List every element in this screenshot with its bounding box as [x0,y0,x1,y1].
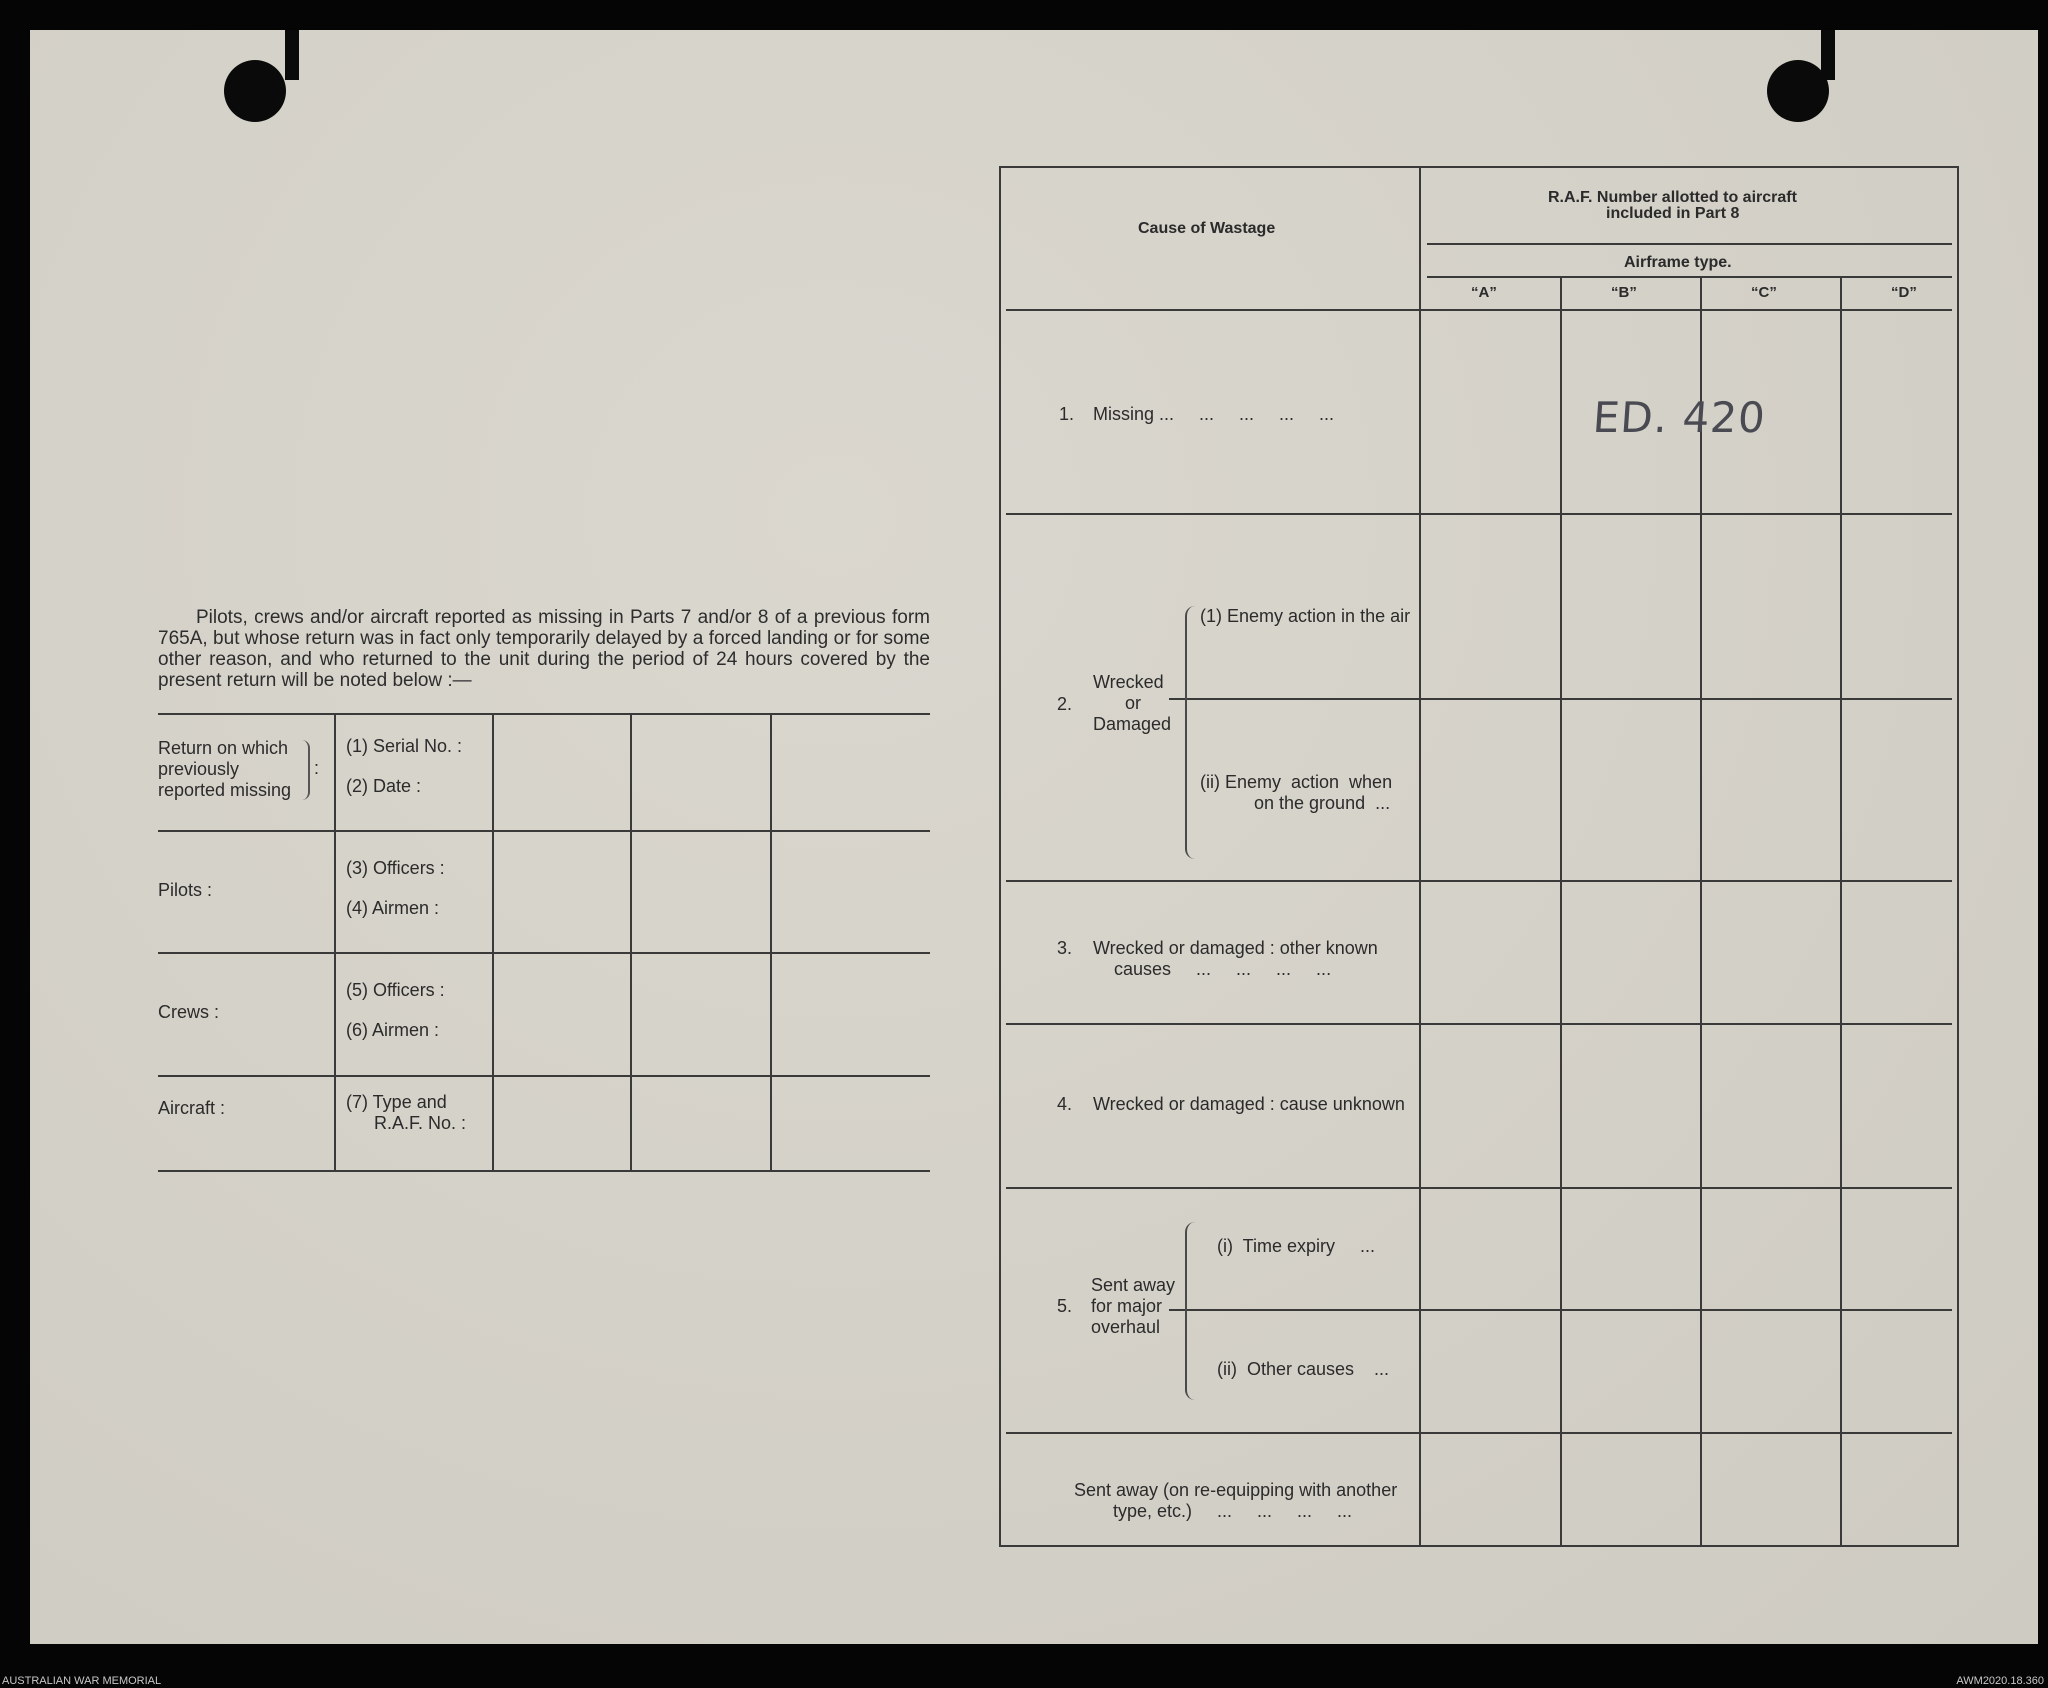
punch-hole-left [224,60,286,122]
crews-officers-label: (5) Officers : [346,980,445,1000]
row-5-number: 5. [1057,1296,1073,1316]
row-3-label-2: causes ... ... ... ... [1114,959,1332,979]
row-2-enemy-ground: (ii) Enemy action when [1200,772,1393,792]
col-c-header: “C” [1751,284,1777,301]
row-5-overhaul: overhaul [1091,1317,1161,1337]
col-a-header: “A” [1471,284,1497,301]
row-2-number: 2. [1057,694,1073,714]
raf-no-label: R.A.F. No. : [374,1113,467,1133]
footer-accession-number: AWM2020.18.360 [1956,1675,2044,1687]
row-2-damaged: Damaged [1093,714,1172,734]
type-label: (7) Type and [346,1092,447,1112]
row-2-wrecked: Wrecked [1093,672,1164,692]
return-label-3: reported missing [158,780,292,800]
row-5-other-causes: (ii) Other causes ... [1217,1359,1390,1379]
row-6-label: Sent away (on re-equipping with another [1074,1480,1398,1500]
return-brace [302,740,310,800]
cause-of-wastage-header: Cause of Wastage [1138,220,1276,237]
row-4-label: Wrecked or damaged : cause unknown [1093,1094,1405,1114]
crews-label: Crews : [158,1002,220,1022]
row-5-for-major: for major [1091,1296,1163,1316]
punch-hole-right [1767,60,1829,122]
row-2-enemy-air: (1) Enemy action in the air [1200,606,1411,626]
pilots-label: Pilots : [158,880,213,900]
row-2-enemy-ground-2: on the ground ... [1254,793,1391,813]
col-b-header: “B” [1611,284,1637,301]
footer-credit: AUSTRALIAN WAR MEMORIAL [2,1675,162,1687]
raf-number-header-2: included in Part 8 [1606,205,1740,222]
return-colon: : [314,758,320,778]
row-6-label-2: type, etc.) ... ... ... ... [1113,1501,1353,1521]
row-5-time-expiry: (i) Time expiry ... [1217,1236,1376,1256]
instructions-paragraph: Pilots, crews and/or aircraft reported as missing in Parts 7 and/or 8 of a previous form 765A, but whose return was in fact only temporarily delayed by a forced landing or for some other reason, and who returned to the unit during the period of 24 hours covered by the present return will be noted below :— [158,607,930,691]
row-2-or: or [1125,693,1142,713]
punch-slot-left [285,30,299,80]
serial-no-label: (1) Serial No. : [346,736,463,756]
crews-airmen-label: (6) Airmen : [346,1020,440,1040]
wastage-table [999,166,1959,1547]
row-5-sent-away: Sent away [1091,1275,1176,1295]
return-label-2: previously [158,759,240,779]
airframe-type-header: Airframe type. [1624,254,1732,271]
row-5-brace [1185,1222,1195,1400]
return-label: Return on which [158,738,289,758]
raf-number-header: R.A.F. Number allotted to aircraft [1548,189,1797,206]
row-3-number: 3. [1057,938,1073,958]
row-1-missing-label: Missing ... ... ... ... ... [1093,404,1335,424]
row-2-brace [1185,606,1195,859]
form-sheet [30,30,2038,1644]
col-d-header: “D” [1891,284,1917,301]
handwritten-serial-ed420: ED. 420 [1591,393,1768,442]
pilots-airmen-label: (4) Airmen : [346,898,440,918]
row-3-label: Wrecked or damaged : other known [1093,938,1378,958]
row-4-number: 4. [1057,1094,1073,1114]
date-label: (2) Date : [346,776,422,796]
aircraft-label: Aircraft : [158,1098,226,1118]
pilots-officers-label: (3) Officers : [346,858,445,878]
row-1-number: 1. [1059,404,1075,424]
